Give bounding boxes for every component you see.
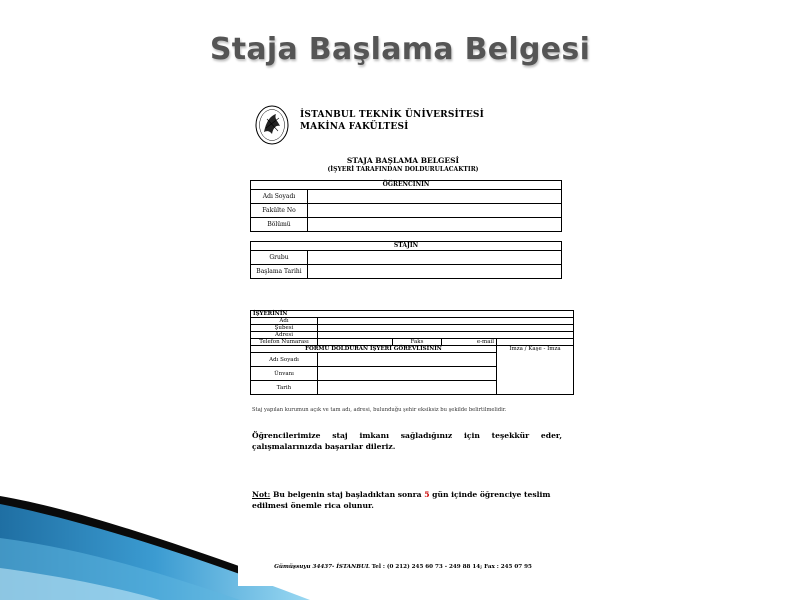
filler-name-field[interactable] — [318, 353, 497, 367]
employer-phone-field[interactable] — [318, 339, 393, 346]
internship-group-field[interactable] — [308, 251, 562, 265]
filler-date-label: Tarih — [251, 381, 318, 395]
footer-contact: Tel : (0 212) 245 60 73 - 249 88 14; Fax : 245 07 95 — [371, 564, 532, 570]
filler-title-label: Ünvanı — [251, 367, 318, 381]
document-subtitle: (İŞYERİ TARAFINDAN DOLDURULACAKTIR) — [327, 166, 479, 173]
student-info-table — [250, 180, 562, 232]
employer-name-label: Adı — [251, 318, 318, 325]
employer-branch-field[interactable] — [318, 325, 574, 332]
document-page — [238, 92, 568, 586]
internship-group-label: Grubu — [251, 251, 308, 265]
student-department-label: Bölümü — [251, 218, 308, 232]
student-name-field[interactable] — [308, 190, 562, 204]
employer-address-label: Adresi — [251, 332, 318, 339]
student-name-label: Adı Soyadı — [251, 190, 308, 204]
signature-stamp-area[interactable]: İmza / Kaşe - İmza — [497, 346, 574, 395]
note-label: Not: — [252, 490, 271, 499]
document-footer — [238, 564, 568, 571]
employer-email-label: e-mail — [442, 339, 497, 346]
student-section-header: ÖĞRENCİNİN — [251, 181, 562, 190]
internship-section-header: STAJIN — [251, 242, 562, 251]
thanks-paragraph: Öğrencilerimize staj imkanı sağladığınız için teşekkür eder, çalışmalarınızda başarılar dileriz. — [252, 431, 562, 451]
note-days-count: 5 — [424, 490, 430, 499]
document-title: STAJA BAŞLAMA BELGESİ — [346, 156, 460, 165]
student-number-label: Fakülte No — [251, 204, 308, 218]
filler-date-field[interactable] — [318, 381, 497, 395]
employer-fax-label: Faks — [393, 339, 442, 346]
employer-branch-label: Şubesi — [251, 325, 318, 332]
university-name: İSTANBUL TEKNİK ÜNİVERSİTESİ — [300, 110, 484, 120]
internship-start-date-field[interactable] — [308, 265, 562, 279]
employer-section-header: İŞYERİNİN — [251, 311, 574, 318]
filler-section-header: FORMU DOLDURAN İŞYERİ GÖREVLİSİNİN — [251, 346, 497, 353]
student-department-field[interactable] — [308, 218, 562, 232]
slide-title: Staja Başlama Belgesi — [209, 32, 591, 67]
filler-title-field[interactable] — [318, 367, 497, 381]
delivery-note — [252, 489, 562, 511]
faculty-name: MAKİNA FAKÜLTESİ — [300, 122, 409, 132]
employer-phone-label: Telefon Numarası — [251, 339, 318, 346]
note-text-part-1: Bu belgenin staj başladıktan sonra — [272, 490, 422, 499]
employer-instruction-note: Staj yapılan kurumun açık ve tam adı, adresi, bulunduğu şehir eksiksiz bu şekilde belirtilmelidir. — [252, 407, 507, 413]
student-number-field[interactable] — [308, 204, 562, 218]
internship-start-date-label: Başlama Tarihi — [251, 265, 308, 279]
employer-email-field[interactable] — [497, 339, 574, 346]
internship-info-table — [250, 241, 562, 279]
employer-name-field[interactable] — [318, 318, 574, 325]
footer-address: Gümüşsuyu 34437- İSTANBUL — [274, 564, 370, 570]
note-text-part-2: gün içinde öğrenciye teslim edilmesi önemle rica olunur. — [252, 490, 551, 510]
filler-name-label: Adı Soyadı — [251, 353, 318, 367]
employer-info-table — [250, 310, 574, 395]
university-seal-icon — [254, 104, 290, 146]
employer-address-field[interactable] — [318, 332, 574, 339]
